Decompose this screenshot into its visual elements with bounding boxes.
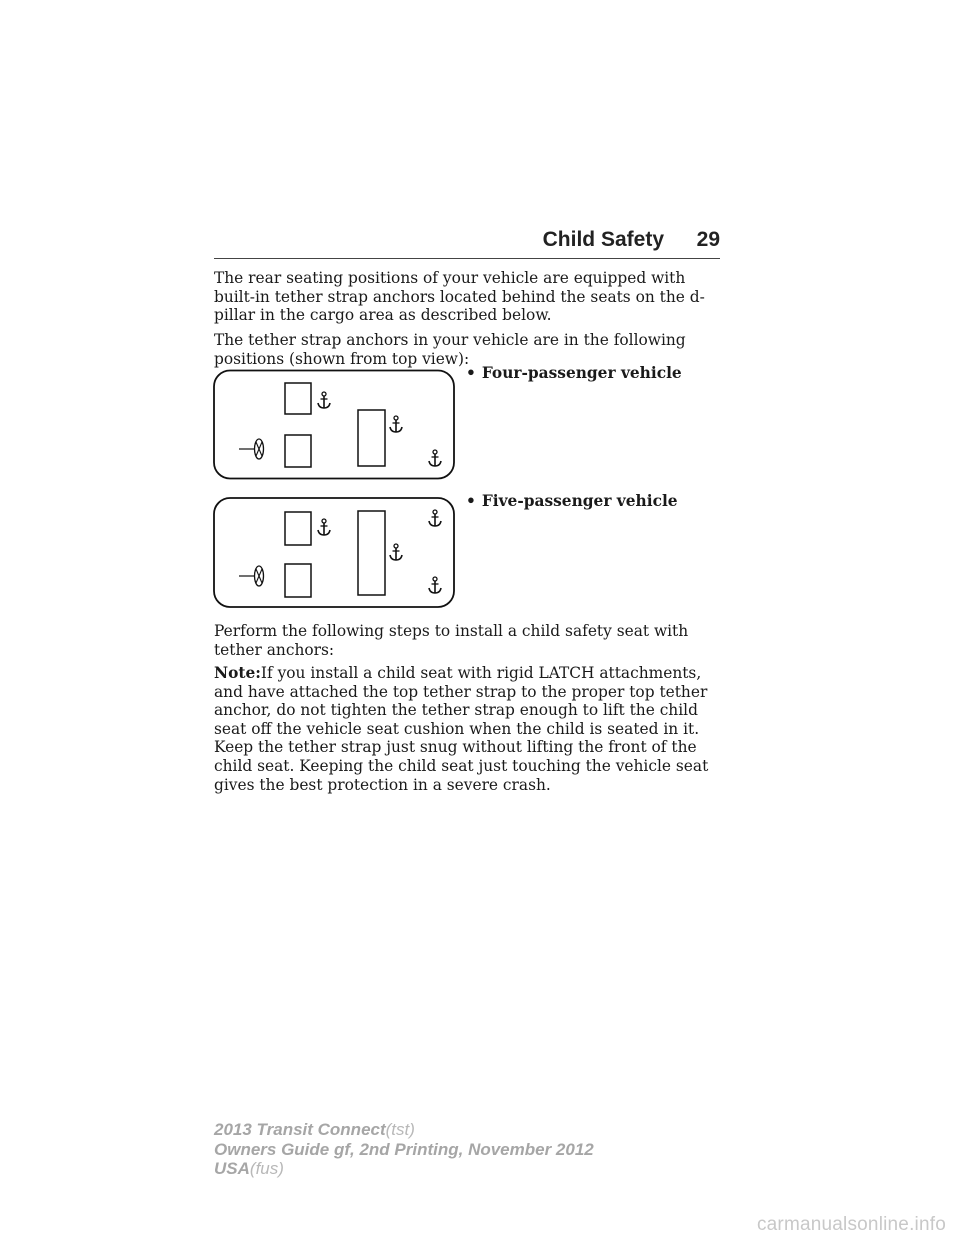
anchor-icon — [429, 450, 441, 466]
bullet-label: Four-passenger vehicle — [481, 364, 682, 382]
section-title: Child Safety — [542, 228, 664, 251]
front-seat-right — [285, 512, 311, 545]
anchor-icon — [390, 544, 402, 560]
anchor-icon — [429, 577, 441, 593]
vehicle-outline — [214, 371, 454, 479]
footer-line-1: 2013 Transit Connect(tst) — [214, 1120, 415, 1139]
front-seat-left — [285, 564, 311, 597]
steering-wheel-icon — [239, 439, 264, 459]
front-seat-left — [285, 435, 311, 467]
watermark: carmanualsonline.info — [756, 1214, 946, 1235]
front-seat-right — [285, 383, 311, 414]
anchor-icon — [429, 510, 441, 526]
paragraph-positions: The tether strap anchors in your vehicle are in the following positions (shown from top view): — [214, 331, 686, 368]
footer — [214, 1120, 594, 1179]
note-label: Note: — [214, 664, 261, 682]
bullet-dot: • — [466, 364, 476, 382]
footer-line-3: USA(fus) — [214, 1159, 284, 1178]
anchor-icon — [390, 416, 402, 432]
paragraph-intro: The rear seating positions of your vehicle are equipped with built-in tether strap anchors located behind the seats on the d-pillar in the cargo area as described below. — [214, 269, 705, 325]
note-paragraph — [214, 664, 724, 794]
rear-bench — [358, 410, 385, 466]
rear-bench — [358, 511, 385, 595]
note-text: If you install a child seat with rigid LATCH attachments, and have attached the top tether strap to the proper top tether anchor, do not tighten the tether strap enough to lift the child seat off the vehicle seat cushion when the child is seated in it. Keep the tether strap just snug without lifting the front of the child seat. Keeping the child seat just touching the vehicle seat gives the best protection in a severe crash. — [214, 664, 709, 794]
anchor-icon — [318, 392, 330, 408]
page-header — [214, 228, 720, 259]
paragraph-steps: Perform the following steps to install a child safety seat with tether anchors: — [214, 622, 689, 659]
five-passenger-diagram — [213, 496, 457, 610]
footer-line-2: Owners Guide gf, 2nd Printing, November 2012 — [214, 1139, 594, 1159]
four-passenger-diagram — [213, 369, 457, 481]
bullet-label: Five-passenger vehicle — [481, 492, 678, 510]
bullet-dot: • — [466, 492, 476, 510]
bullet-four-passenger — [466, 364, 682, 382]
page-number: 29 — [696, 228, 720, 251]
vehicle-outline — [214, 498, 454, 607]
steering-wheel-icon — [239, 566, 264, 586]
anchor-icon — [318, 519, 330, 535]
bullet-five-passenger — [466, 492, 678, 510]
